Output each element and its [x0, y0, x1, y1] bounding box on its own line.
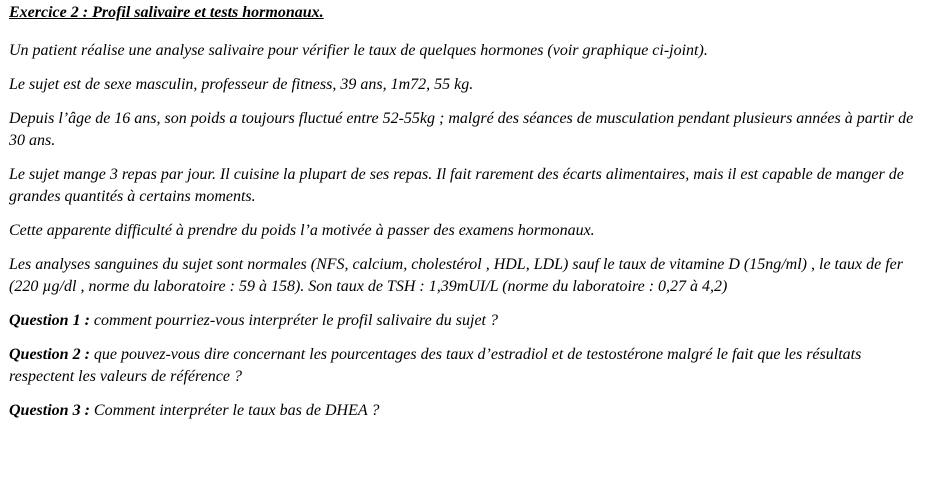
- question-1: [9, 310, 919, 332]
- paragraph-diet: Le sujet mange 3 repas par jour. Il cuisine la plupart de ses repas. Il fait rarement des écarts alimentaires, mais il est capable de manger de grandes quantités à certains moments.: [9, 166, 904, 205]
- question-2-label: Question 2 :: [9, 346, 90, 363]
- exercise-title: Exercice 2 : Profil salivaire et tests hormonaux.: [9, 4, 324, 21]
- question-3-label: Question 3 :: [9, 402, 90, 419]
- paragraph-motivation: Cette apparente difficulté à prendre du poids l’a motivée à passer des examens hormonaux.: [9, 222, 595, 239]
- question-1-label: Question 1 :: [9, 312, 90, 329]
- question-1-text: comment pourriez-vous interpréter le profil salivaire du sujet ?: [89, 312, 498, 329]
- paragraph-subject-profile: Le sujet est de sexe masculin, professeur de fitness, 39 ans, 1m72, 55 kg.: [9, 76, 474, 93]
- question-3: [9, 400, 919, 422]
- paragraph-blood-analysis: Les analyses sanguines du sujet sont normales (NFS, calcium, cholestérol , HDL, LDL) sauf le taux de vitamine D (15ng/ml) , le taux de fer (220 µg/dl , norme du laboratoire : 59 à 158). Son taux de TSH : 1,39mUI/L (norme du laboratoire : 0,27 à 4,2): [9, 256, 903, 295]
- paragraph-weight-history: Depuis l’âge de 16 ans, son poids a toujours fluctué entre 52-55kg ; malgré des séances de musculation pendant plusieurs années à partir de 30 ans.: [9, 110, 914, 149]
- paragraph-intro: Un patient réalise une analyse salivaire pour vérifier le taux de quelques hormones (voir graphique ci-joint).: [9, 42, 708, 59]
- question-2: [9, 344, 919, 388]
- question-3-text: Comment interpréter le taux bas de DHEA ?: [89, 402, 380, 419]
- question-2-text: que pouvez-vous dire concernant les pourcentages des taux d’estradiol et de testostérone malgré le fait que les résultats respectent les valeurs de référence ?: [9, 346, 862, 385]
